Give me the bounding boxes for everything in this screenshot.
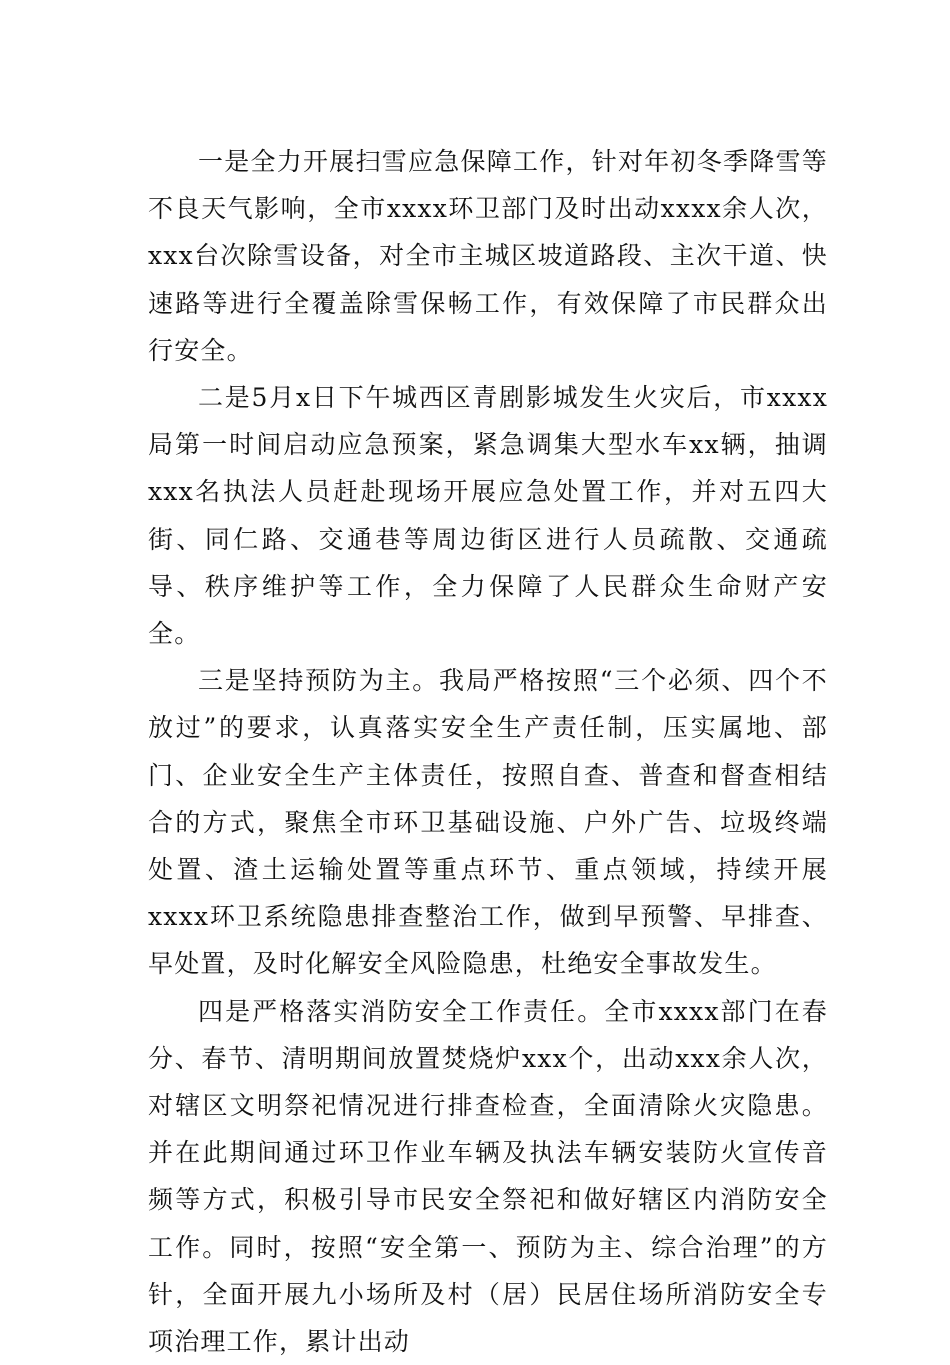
paragraph-3: 三是坚持预防为主。我局严格按照“三个必须、四个不放过”的要求，认真落实安全生产责任制，压实属地、部门、企业安全生产主体责任，按照自查、普查和督查相结合的方式，聚焦全市环卫基础设施、户外广告、垃圾终端处置、渣土运输处置等重点环节、重点领域，持续开展xxxx环卫系统隐患排查整治工作，做到早预警、早排查、早处置，及时化解安全风险隐患，杜绝安全事故发生。 — [148, 666, 828, 979]
paragraph-4: 四是严格落实消防安全工作责任。全市xxxx部门在春分、春节、清明期间放置焚烧炉xxx个，出动xxx余人次，对辖区文明祭祀情况进行排查检查，全面清除火灾隐患。并在此期间通过环卫作业车辆及执法车辆安装防火宣传音频等方式，积极引导市民安全祭祀和做好辖区内消防安全工作。同时，按照“安全第一、预防为主、综合治理”的方针，全面开展九小场所及村（居）民居住场所消防安全专项治理工作，累计出动 — [148, 996, 828, 1357]
document-body — [148, 138, 828, 1365]
paragraph-2: 二是5月x日下午城西区青剧影城发生火灾后，市xxxx局第一时间启动应急预案，紧急调集大型水车xx辆，抽调xxx名执法人员赶赴现场开展应急处置工作，并对五四大街、同仁路、交通巷等周边街区进行人员疏散、交通疏导、秩序维护等工作，全力保障了人民群众生命财产安全。 — [148, 383, 828, 649]
paragraph-1: 一是全力开展扫雪应急保障工作，针对年初冬季降雪等不良天气影响，全市xxxx环卫部门及时出动xxxx余人次，xxx台次除雪设备，对全市主城区坡道路段、主次干道、快速路等进行全覆盖除雪保畅工作，有效保障了市民群众出行安全。 — [148, 147, 828, 365]
